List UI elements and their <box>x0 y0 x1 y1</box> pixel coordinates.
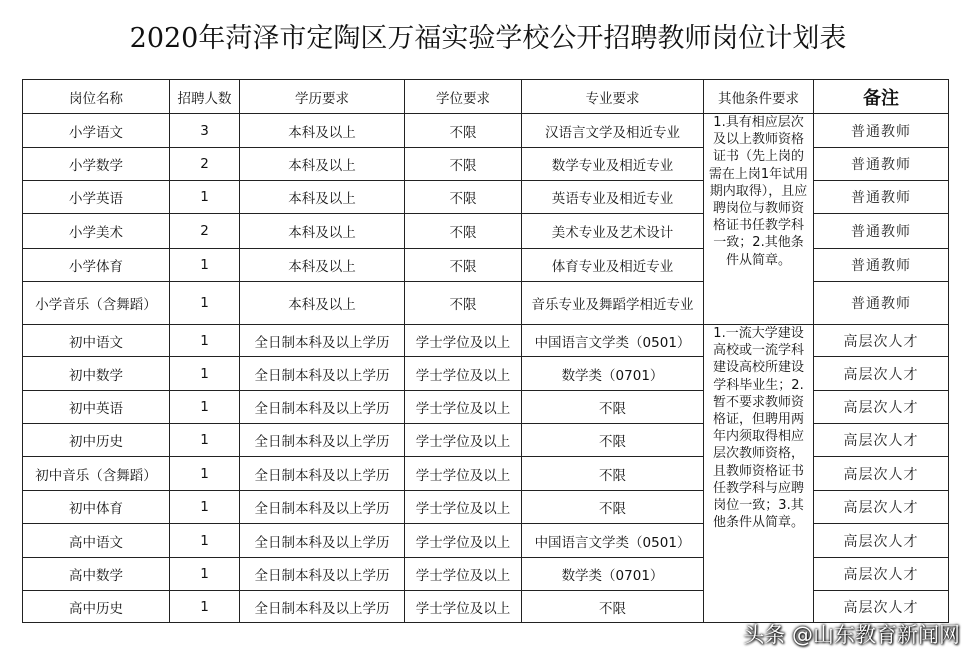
cell-remark: 普通教师 <box>814 248 949 281</box>
cell-major: 数学类（0701） <box>522 558 704 591</box>
cell-count: 1 <box>170 424 240 457</box>
cell-post: 初中数学 <box>23 357 170 391</box>
header-count: 招聘人数 <box>170 80 240 114</box>
cell-count: 1 <box>170 181 240 214</box>
conditions-secondary <box>704 325 814 623</box>
cell-major: 不限 <box>522 491 704 524</box>
table-row <box>23 114 949 148</box>
page-title: 2020年菏泽市定陶区万福实验学校公开招聘教师岗位计划表 <box>129 23 847 54</box>
cell-post: 初中语文 <box>23 325 170 357</box>
cell-count: 1 <box>170 281 240 324</box>
cell-major: 美术专业及艺术设计 <box>522 214 704 248</box>
cell-post: 小学音乐（含舞蹈） <box>23 281 170 324</box>
cell-major: 英语专业及相近专业 <box>522 181 704 214</box>
cell-education: 全日制本科及以上学历 <box>240 357 405 391</box>
cell-count: 1 <box>170 457 240 491</box>
cell-count: 1 <box>170 524 240 558</box>
cell-major: 不限 <box>522 457 704 491</box>
cell-post: 初中历史 <box>23 424 170 457</box>
cell-education: 全日制本科及以上学历 <box>240 391 405 424</box>
cell-post: 小学美术 <box>23 214 170 248</box>
cell-count: 2 <box>170 148 240 181</box>
cell-education: 全日制本科及以上学历 <box>240 325 405 357</box>
cell-remark: 高层次人才 <box>814 524 949 558</box>
cell-post: 小学语文 <box>23 114 170 148</box>
cell-count: 1 <box>170 491 240 524</box>
cell-count: 1 <box>170 558 240 591</box>
recruitment-table <box>22 79 949 623</box>
header-row <box>23 80 949 114</box>
cell-remark: 普通教师 <box>814 114 949 148</box>
cell-post: 小学英语 <box>23 181 170 214</box>
cell-education: 全日制本科及以上学历 <box>240 457 405 491</box>
cell-degree: 不限 <box>405 281 522 324</box>
cell-remark: 高层次人才 <box>814 391 949 424</box>
header-conditions: 其他条件要求 <box>704 80 814 114</box>
cell-degree: 不限 <box>405 181 522 214</box>
cell-education: 本科及以上 <box>240 181 405 214</box>
cell-education: 全日制本科及以上学历 <box>240 424 405 457</box>
cell-education: 全日制本科及以上学历 <box>240 491 405 524</box>
cell-degree: 学士学位及以上 <box>405 457 522 491</box>
cell-degree: 不限 <box>405 148 522 181</box>
cell-degree: 不限 <box>405 214 522 248</box>
cell-degree: 不限 <box>405 248 522 281</box>
cell-degree: 学士学位及以上 <box>405 524 522 558</box>
cell-post: 小学体育 <box>23 248 170 281</box>
cell-remark: 高层次人才 <box>814 357 949 391</box>
cell-major: 中国语言文学类（0501） <box>522 524 704 558</box>
cell-degree: 学士学位及以上 <box>405 357 522 391</box>
cell-remark: 普通教师 <box>814 214 949 248</box>
cell-count: 1 <box>170 325 240 357</box>
cell-remark: 普通教师 <box>814 181 949 214</box>
cell-major: 不限 <box>522 424 704 457</box>
cell-degree: 学士学位及以上 <box>405 391 522 424</box>
cell-degree: 学士学位及以上 <box>405 491 522 524</box>
cell-count: 2 <box>170 214 240 248</box>
cell-major: 中国语言文学类（0501） <box>522 325 704 357</box>
cell-degree: 学士学位及以上 <box>405 424 522 457</box>
watermark: 头条 @山东教育新闻网 <box>743 623 960 647</box>
cell-remark: 高层次人才 <box>814 424 949 457</box>
cell-education: 本科及以上 <box>240 114 405 148</box>
cell-post: 小学数学 <box>23 148 170 181</box>
header-remark: 备注 <box>814 80 949 114</box>
cell-count: 1 <box>170 391 240 424</box>
cell-degree: 学士学位及以上 <box>405 325 522 357</box>
cell-major: 音乐专业及舞蹈学相近专业 <box>522 281 704 324</box>
cell-major: 汉语言文学及相近专业 <box>522 114 704 148</box>
cell-post: 高中数学 <box>23 558 170 591</box>
cell-post: 初中音乐（含舞蹈） <box>23 457 170 491</box>
cell-remark: 高层次人才 <box>814 558 949 591</box>
cell-major: 数学专业及相近专业 <box>522 148 704 181</box>
cell-count: 1 <box>170 357 240 391</box>
cell-education: 全日制本科及以上学历 <box>240 558 405 591</box>
cell-post: 初中体育 <box>23 491 170 524</box>
cell-degree: 学士学位及以上 <box>405 591 522 623</box>
cell-post: 初中英语 <box>23 391 170 424</box>
cell-education: 本科及以上 <box>240 281 405 324</box>
cell-count: 3 <box>170 114 240 148</box>
cell-major: 体育专业及相近专业 <box>522 248 704 281</box>
cell-remark: 高层次人才 <box>814 591 949 623</box>
cell-remark: 普通教师 <box>814 281 949 324</box>
cell-post: 高中历史 <box>23 591 170 623</box>
cell-degree: 学士学位及以上 <box>405 558 522 591</box>
cell-education: 全日制本科及以上学历 <box>240 591 405 623</box>
cell-education: 本科及以上 <box>240 148 405 181</box>
conditions-text: 1.一流大学建设高校或一流学科建设高校所建设学科毕业生；2.暂不要求教师资格证，但聘用两年内须取得相应层次教师资格，且教师资格证书任教学科与应聘岗位一致；3.其他条件从简章。 <box>712 326 804 531</box>
cell-remark: 高层次人才 <box>814 457 949 491</box>
cell-count: 1 <box>170 591 240 623</box>
cell-education: 本科及以上 <box>240 248 405 281</box>
table-row <box>23 325 949 357</box>
cell-major: 数学类（0701） <box>522 357 704 391</box>
header-education: 学历要求 <box>240 80 405 114</box>
cell-remark: 普通教师 <box>814 148 949 181</box>
cell-degree: 不限 <box>405 114 522 148</box>
cell-education: 本科及以上 <box>240 214 405 248</box>
cell-major: 不限 <box>522 391 704 424</box>
conditions-text: 1.具有相应层次及以上教师资格证书（先上岗的需在上岗1年试用期内取得），且应聘岗位与教师资格证书任教学科一致；2.其他条件从简章。 <box>708 115 809 268</box>
cell-count: 1 <box>170 248 240 281</box>
header-degree: 学位要求 <box>405 80 522 114</box>
header-major: 专业要求 <box>522 80 704 114</box>
cell-post: 高中语文 <box>23 524 170 558</box>
cell-remark: 高层次人才 <box>814 491 949 524</box>
header-post: 岗位名称 <box>23 80 170 114</box>
cell-education: 全日制本科及以上学历 <box>240 524 405 558</box>
conditions-primary <box>704 114 814 325</box>
cell-major: 不限 <box>522 591 704 623</box>
cell-remark: 高层次人才 <box>814 325 949 357</box>
